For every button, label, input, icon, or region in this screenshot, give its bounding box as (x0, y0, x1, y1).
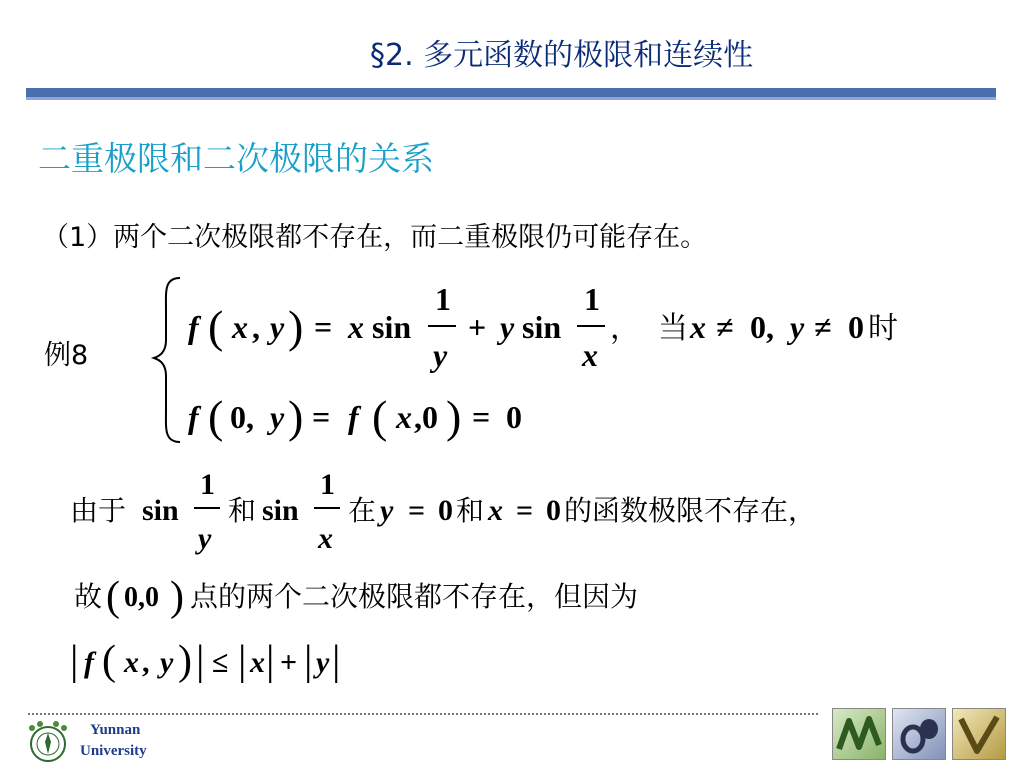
case-2 (188, 391, 522, 442)
var-x: x (348, 309, 364, 345)
nav-button-middle[interactable] (892, 708, 946, 760)
condition-suffix: 时 (868, 312, 898, 345)
fraction-numerator: 1 (435, 281, 451, 317)
text-youyu: 由于 (70, 496, 127, 527)
paren-open: ( (102, 638, 116, 684)
text-he: 和 (456, 496, 485, 527)
var-x: x (488, 494, 503, 527)
var-y: y (270, 399, 285, 435)
abs-bar: | (332, 638, 341, 684)
reason-line (70, 462, 950, 562)
inequality-line (66, 632, 386, 692)
symbol-f: f (348, 399, 359, 435)
nav-v-icon (953, 709, 1005, 759)
header-divider (26, 88, 996, 97)
nav-button-last[interactable] (952, 708, 1006, 760)
footer-divider (28, 713, 818, 715)
paren-close: ) (288, 301, 304, 352)
abs-bar: | (266, 638, 275, 684)
equals-sign: = (408, 494, 426, 527)
paren-open: ( (208, 301, 224, 352)
sin-function: sin (522, 309, 562, 345)
var-y: y (316, 646, 330, 679)
nav-n-icon (833, 709, 885, 759)
paren-close: ) (446, 391, 462, 442)
left-brace (154, 278, 180, 442)
fraction-denominator: y (198, 522, 212, 555)
paren-close: ) (178, 638, 192, 684)
var-x: x (124, 646, 139, 679)
value-zero: 0 (848, 309, 864, 345)
header-divider-thin (26, 97, 996, 100)
value-zero: 0, (230, 399, 254, 435)
var-x: x (690, 309, 706, 345)
sin-function: sin (262, 494, 299, 527)
symbol-f: f (188, 309, 199, 345)
paren-close: ) (288, 391, 304, 442)
university-name-line2: University (80, 743, 147, 759)
var-x: x (396, 399, 412, 435)
fraction-denominator: y (433, 337, 448, 373)
less-equal-sign: ≤ (212, 646, 229, 679)
fraction-numerator: 1 (320, 468, 335, 501)
not-equal-sign: ≠ (716, 309, 734, 345)
fraction-denominator: x (582, 337, 598, 373)
var-x: x (232, 309, 248, 345)
comma: ， (610, 312, 640, 345)
university-logo-icon (24, 720, 72, 764)
nav-button-first[interactable] (832, 708, 886, 760)
slide-heading: 二重极限和二次极限的关系 (38, 139, 434, 178)
sin-function: sin (372, 309, 412, 345)
point-origin: 0,0 (124, 582, 159, 613)
not-equal-sign: ≠ (814, 309, 832, 345)
var-y: y (380, 494, 394, 527)
paren-close: ) (170, 574, 184, 620)
chapter-title: §2. 多元函数的极限和连续性 (370, 38, 754, 73)
fraction-numerator: 1 (200, 468, 215, 501)
value-zero: 0 (546, 494, 561, 527)
sin-function: sin (142, 494, 179, 527)
value-zero: ,0 (414, 399, 438, 435)
conclusion-line (70, 568, 830, 628)
fraction-denominator: x (318, 522, 333, 555)
plus-sign: + (468, 309, 487, 345)
paren-open: ( (106, 574, 120, 620)
condition-prefix: 当 (658, 312, 688, 345)
text-he: 和 (228, 496, 257, 527)
piecewise-definition (150, 270, 930, 450)
fraction-numerator: 1 (584, 281, 600, 317)
example-label: 例8 (44, 340, 89, 371)
equals-sign: = (472, 399, 491, 435)
value-zero: 0 (506, 399, 522, 435)
var-y: y (160, 646, 174, 679)
text-suffix: 点的两个二次极限都不存在，但因为 (190, 582, 639, 613)
university-name-line1: Yunnan (90, 722, 141, 738)
case-1 (188, 281, 898, 373)
value-zero: 0 (438, 494, 453, 527)
comma: , (142, 646, 150, 679)
comma: , (252, 309, 260, 345)
abs-bar: | (304, 638, 313, 684)
var-y: y (270, 309, 285, 345)
nav-circle-icon (893, 709, 945, 759)
equals-sign: = (312, 399, 331, 435)
symbol-f: f (188, 399, 199, 435)
equals-sign: = (314, 309, 333, 345)
symbol-f: f (84, 646, 94, 679)
intro-statement: （1）两个二次极限都不存在，而二重极限仍可能存在。 (42, 222, 708, 253)
abs-bar: | (70, 638, 79, 684)
var-y: y (500, 309, 515, 345)
abs-bar: | (238, 638, 247, 684)
paren-open: ( (208, 391, 224, 442)
text-gu: 故 (74, 582, 103, 613)
abs-bar: | (196, 638, 205, 684)
equals-sign: = (516, 494, 534, 527)
var-x: x (250, 646, 265, 679)
text-zai: 在 (348, 496, 377, 527)
text-suffix: 的函数极限不存在， (564, 496, 817, 527)
plus-sign: + (280, 646, 298, 679)
var-y: y (790, 309, 805, 345)
paren-open: ( (372, 391, 388, 442)
value-zero: 0, (750, 309, 774, 345)
